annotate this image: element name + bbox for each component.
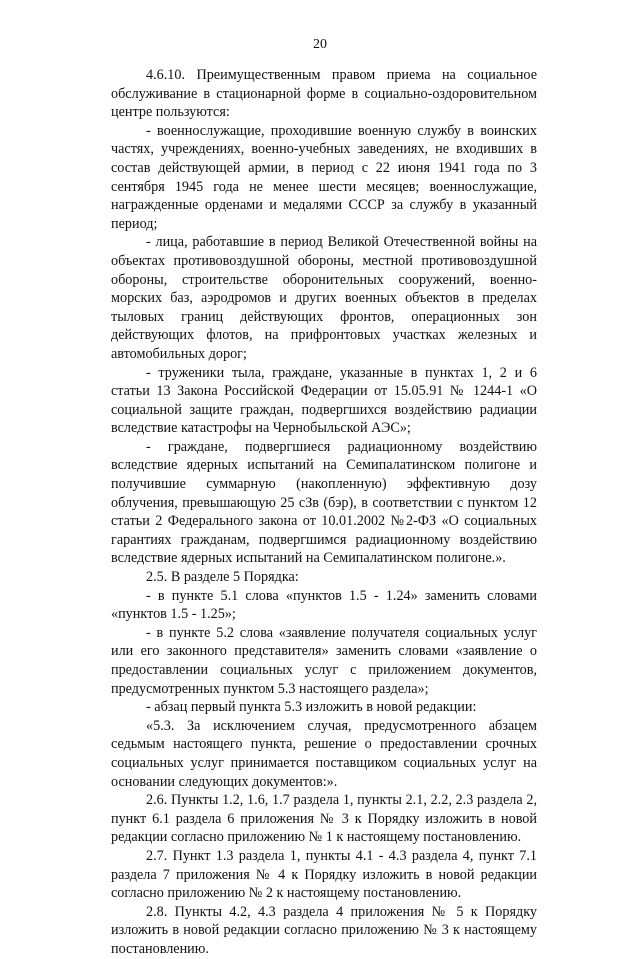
paragraph-5-1-change: - в пункте 5.1 слова «пунктов 1.5 - 1.24» заменить словами «пунктов 1.5 - 1.25»; <box>111 587 537 623</box>
paragraph-military-servicemen: - военнослужащие, проходившие военную службу в воинских частях, учреждениях, военно-учебных заведениях, не входивших в состав действующей армии, в период с 22 июня 1941 года по 3 сентября 1945 года не менее шести месяцев; военнослужащие, награжденные орденами и медалями СССР за службу в указанный период; <box>111 122 537 232</box>
paragraph-2-7: 2.7. Пункт 1.3 раздела 1, пункты 4.1 - 4.3 раздела 4, пункт 7.1 раздела 7 приложения № 4 к Порядку изложить в новой редакции согласно приложению № 2 к настоящему постановлению. <box>111 847 537 902</box>
paragraph-4-6-10: 4.6.10. Преимущественным правом приема на социальное обслуживание в стационарной форме в социально-оздоровительном центре пользуются: <box>111 67 537 121</box>
paragraph-2-5: 2.5. В разделе 5 Порядка: <box>146 569 299 586</box>
paragraph-5-3-text: «5.3. За исключением случая, предусмотренного абзацем седьмым настоящего пункта, решение о предоставлении срочных социальных услуг принимается поставщиком социальных услуг на основании следующих документов:». <box>111 717 537 790</box>
paragraph-defense-workers: - лица, работавшие в период Великой Отечественной войны на объектах противовоздушной обороны, местной противовоздушной обороны, строительстве оборонительных сооружений, военно-морских баз, аэродромов и других военных объектов в пределах тыловых границ действующих фронтов, операционных зон действующих флотов, на прифронтовых участках железных и автомобильных дорог; <box>111 234 537 362</box>
paragraph-5-3-new-edition: - абзац первый пункта 5.3 изложить в новой редакции: <box>146 699 477 716</box>
document-body <box>111 66 537 959</box>
paragraph-2-6: 2.6. Пункты 1.2, 1.6, 1.7 раздела 1, пункты 2.1, 2.2, 2.3 раздела 2, пункт 6.1 раздела 6 приложения № 3 к Порядку изложить в новой редакции согласно приложению № 1 к настоящему постановлению. <box>111 792 537 846</box>
paragraph-2-8: 2.8. Пункты 4.2, 4.3 раздела 4 приложения № 5 к Порядку изложить в новой редакции согласно приложению № 3 к настоящему постановлению. <box>111 903 537 957</box>
page-number: 20 <box>313 37 327 52</box>
paragraph-home-front-workers: - труженики тыла, граждане, указанные в пунктах 1, 2 и 6 статьи 13 Закона Российской Федерации от 15.05.91 № 1244-1 «О социальной защите граждан, подвергшихся воздействию радиации вследствие катастрофы на Чернобыльской АЭС»; <box>111 364 537 437</box>
paragraph-semipalatinsk-victims: - граждане, подвергшиеся радиационному воздействию вследствие ядерных испытаний на Семипалатинском полигоне и получившие суммарную (накопленную) эффективную дозу облучения, превышающую 25 сЗв (бэр), в соответствии с пунктом 12 статьи 2 Федерального закона от 10.01.2002 №2-ФЗ «О социальных гарантиях гражданам, подвергшимся радиационному воздействию вследствие ядерных испытаний на Семипалатинском полигоне.». <box>111 438 537 567</box>
paragraph-5-2-change: - в пункте 5.2 слова «заявление получателя социальных услуг или его законного представителя» заменить словами «заявление о предоставлении социальных услуг с приложением документов, предусмотренных пунктом 5.3 настоящего раздела»; <box>111 624 537 697</box>
